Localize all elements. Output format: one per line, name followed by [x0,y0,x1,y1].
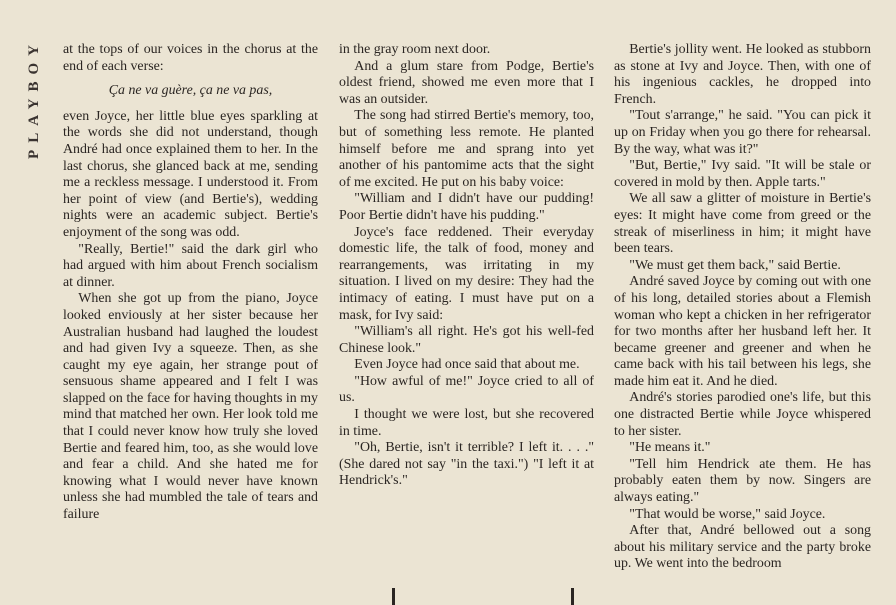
paragraph: "William's all right. He's got his well-fed Chinese look." [339,324,594,356]
column-rule-mark [392,588,395,605]
paragraph: "We must get them back," said Bertie. [629,257,841,273]
column-rule-mark [571,588,574,605]
verse-line: Ça ne va guère, ça ne va pas, [108,83,273,99]
paragraph: I thought we were lost, but she recovered in time. [339,407,594,439]
paragraph: even Joyce, her little blue eyes sparkling at the words she did not understand, though André had once explained them to her. In the last chorus, she glanced back at me, sending me a reckless message. I understood it. From her point of view (and Bertie's), wedding nights were an academic subject. Bertie's enjoyment of the song was odd. [63,108,318,240]
paragraph: "But, Bertie," Ivy said. "It will be stale or covered in mold by then. Apple tarts." [614,158,871,190]
paragraph: After that, André bellowed out a song about his military service and the party broke up. We went into the bedroom [614,523,871,572]
paragraph: "How awful of me!" Joyce cried to all of us. [339,373,594,406]
paragraph: in the gray room next door. [339,42,491,57]
paragraph: "That would be worse," said Joyce. [629,506,826,522]
paragraph: When she got up from the piano, Joyce looked enviously at her sister because her Australian husband had laughed the loudest and had given Ivy a squeeze. Then, as she caught my eye again, her strange pout of sensuous shame appeared and I felt I was slapped on the face for having thoughts in my mind that matched her own. Her look told me that I could never know how truly she loved Bertie and feared him, too, as she would love and fear a child. And she hated me for knowing what I would never have known unless she had mumbled the tale of tears and failure [63,291,318,523]
paragraph: "Tout s'arrange," he said. "You can pick it up on Friday when you go there for rehearsal. By the way, what was it?" [614,108,871,157]
paragraph: André saved Joyce by coming out with one of his long, detailed stories about a Flemish woman who kept a chicken in her refrigerator for two months after her husband left her. It became greener and greener and when he came back with his tail between his legs, she made him eat it. And he died. [614,274,871,389]
paragraph: Even Joyce had once said that about me. [354,357,580,373]
paragraph: And a glum stare from Podge, Bertie's oldest friend, showed me even more that I was an outsider. [339,58,594,107]
paragraph: at the tops of our voices in the chorus at the end of each verse: [63,42,318,74]
paragraph: "William and I didn't have our pudding! Poor Bertie didn't have his pudding." [339,191,594,223]
running-title: PLAYBOY [26,38,42,159]
paragraph: "Really, Bertie!" said the dark girl who had argued with him about French socialism at dinner. [63,241,318,290]
paragraph: "Oh, Bertie, isn't it terrible? I left it. . . ." (She dared not say "in the taxi.") "I left it at Hendrick's." [339,440,594,489]
paragraph: The song had stirred Bertie's memory, too, but of something less remote. He planted himself before me and sprang into yet another of his pantomime acts that the sight of me excited. He put on his baby voice: [339,108,594,190]
paragraph: "He means it." [629,440,711,456]
column-3 [614,42,871,573]
paragraph: Bertie's jollity went. He looked as stubborn as stone at Ivy and Joyce. Then, with one of his ingenious cackles, he dropped into French. [614,42,871,107]
paragraph: Joyce's face reddened. Their everyday domestic life, the talk of food, money and rearrangements, was irritating in my situation. I lived on my desire: They had the intimacy of eating. I must have put on a mask, for Ivy said: [339,224,594,323]
paragraph: André's stories parodied one's life, but this one distracted Bertie while Joyce whispered to her sister. [614,390,871,439]
paragraph: We all saw a glitter of moisture in Bertie's eyes: It might have come from greed or the streak of miserliness in him; it might have been tears. [614,191,871,257]
column-1 [63,42,318,524]
column-2 [339,42,594,490]
paragraph: "Tell him Hendrick ate them. He has probably eaten them by now. Singers are always eating." [614,456,871,506]
